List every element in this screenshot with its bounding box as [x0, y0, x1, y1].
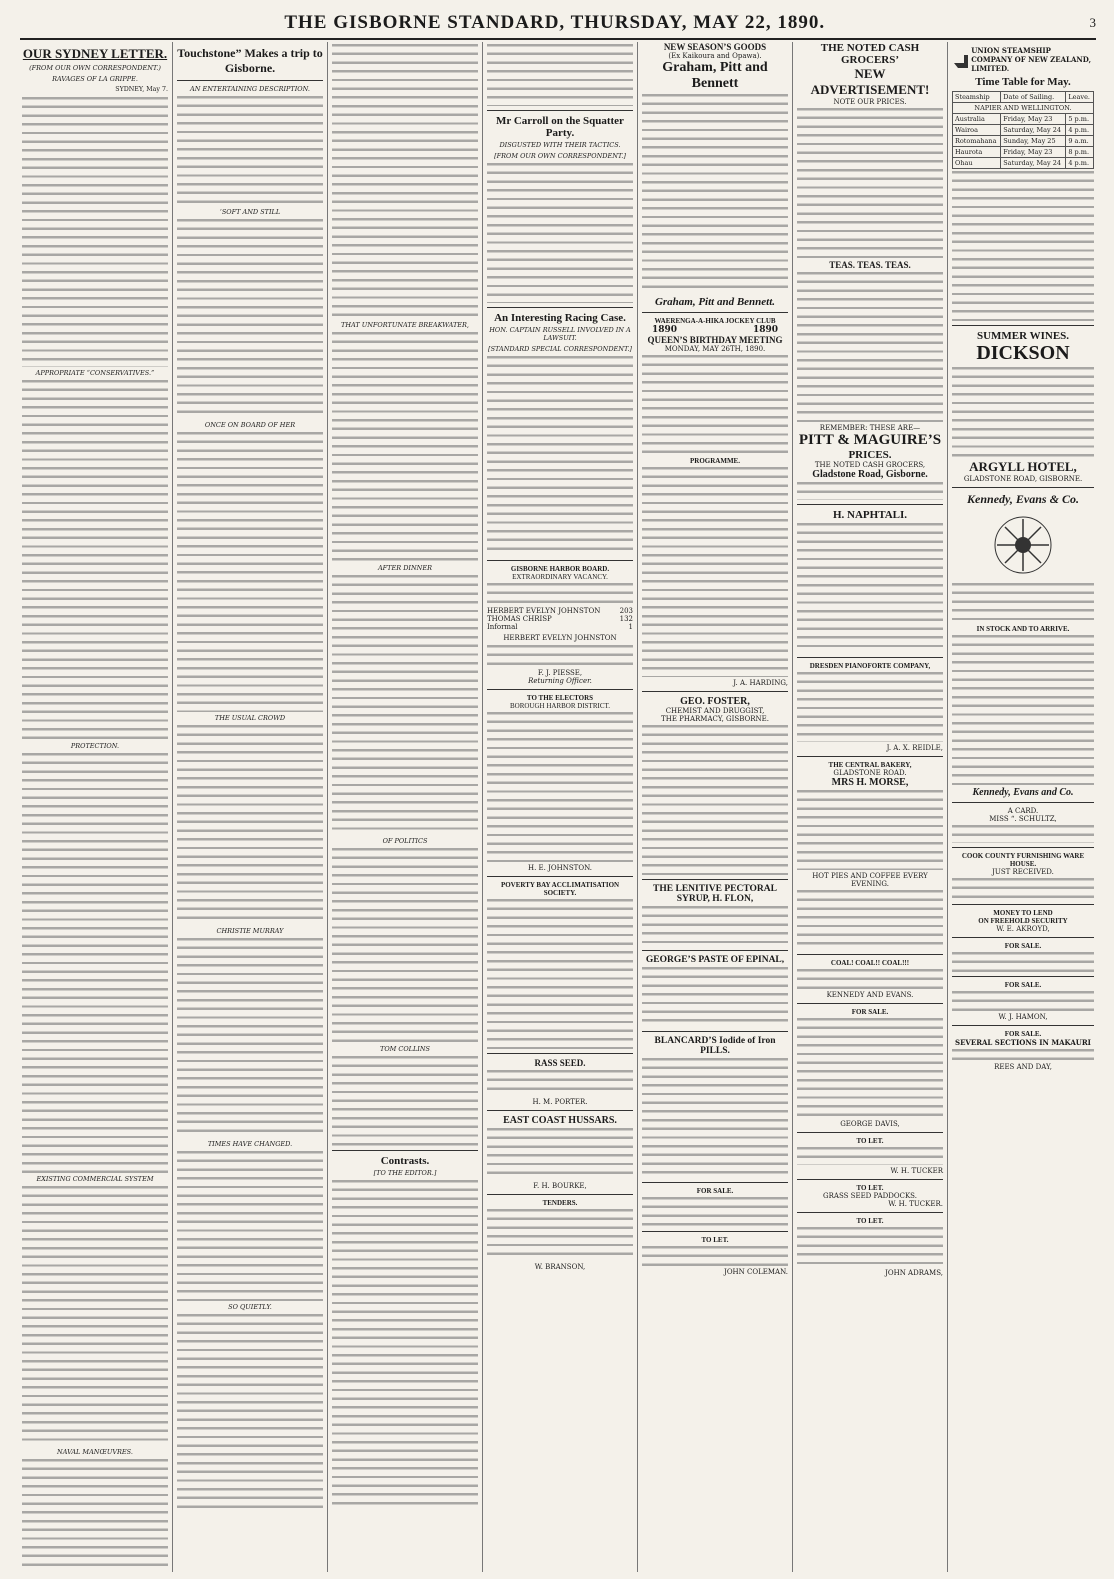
meeting-date: MONDAY, MAY 26TH, 1890. — [664, 345, 766, 353]
let-heading: TO LET. — [856, 1217, 884, 1225]
article-text — [332, 332, 478, 562]
for-sale-heading: FOR SALE. — [696, 1187, 734, 1195]
column-6 — [793, 42, 948, 1572]
table-row: Ohau Saturday, May 24 4 p.m. — [953, 158, 1094, 169]
votes-list — [487, 607, 633, 631]
just-received: JUST RECEIVED. — [992, 868, 1054, 876]
teas-heading: TEAS. TEAS. TEAS. — [829, 260, 911, 270]
programme-heading: PROGRAMME. — [690, 457, 740, 465]
epinal-heading: GEORGE’S PASTE OF EPINAL, — [645, 955, 785, 965]
card-heading: A CARD. — [1007, 807, 1039, 815]
ad-text — [797, 790, 943, 870]
graham-pitt-firm: Graham, Pitt and Bennett — [662, 60, 768, 91]
meeting-title: QUEEN’S BIRTHDAY MEETING — [647, 335, 783, 345]
notice-text — [487, 1128, 633, 1180]
new-season-heading: NEW SEASON’S GOODS — [663, 42, 767, 52]
timetable-heading: Time Table for May. — [975, 76, 1071, 88]
meeting-years: 1890 1890 — [652, 325, 778, 335]
grocers-new-ad: NEW ADVERTISEMENT! — [810, 66, 930, 97]
timber-emblem-icon — [978, 510, 1068, 580]
bakery-pies: HOT PIES AND COFFEE EVERY EVENING. — [812, 872, 928, 888]
article-text — [177, 219, 323, 419]
rees-day: REES AND DAY, — [994, 1063, 1052, 1071]
blancard-heading: BLANCARD’S Iodide of Iron PILLS. — [654, 1036, 776, 1056]
to-editor: [TO THE EDITOR.] — [373, 1169, 437, 1177]
dresden-signature: J. A. X. REIDLE, — [886, 744, 943, 752]
ad-text — [642, 94, 788, 294]
ad-text — [642, 906, 788, 946]
columns — [18, 42, 1098, 1572]
section-heading: PROTECTION. — [70, 741, 120, 750]
article-text — [22, 380, 168, 740]
steamship-icon — [952, 51, 968, 69]
article-text — [22, 97, 168, 367]
section-heading: TIMES HAVE CHANGED. — [207, 1140, 293, 1148]
carroll-sub: DISGUSTED WITH THEIR TACTICS. — [499, 141, 621, 149]
let-heading: TO LET. — [856, 1184, 884, 1192]
section-heading: ‘SOFT AND STILL — [219, 208, 281, 216]
ad-text — [797, 272, 943, 422]
ad-text — [952, 825, 1094, 843]
article-text — [177, 725, 323, 925]
grass-paddocks: GRASS SEED PADDOCKS. — [823, 1192, 917, 1200]
pitt-maguire-sub: THE NOTED CASH GROCERS, — [814, 461, 926, 469]
page-number: 3 — [1089, 15, 1096, 30]
ad-text — [797, 969, 943, 989]
notice-text — [487, 645, 633, 667]
steamship-company: UNION STEAMSHIP COMPANY OF NEW ZEALAND, LIMITED. — [971, 46, 1092, 73]
masthead — [20, 8, 1096, 40]
coal-signature: KENNEDY AND EVANS. — [826, 991, 914, 999]
ad-text — [797, 890, 943, 950]
ad-text — [952, 952, 1094, 972]
ad-text — [642, 1246, 788, 1266]
vote-row: HERBERT EVELYN JOHNSTON 203 — [487, 607, 633, 615]
column-4 — [483, 42, 638, 1572]
returning-officer-role: Returning Officer. — [528, 677, 592, 685]
column-3 — [328, 42, 483, 1572]
bakery-heading: THE CENTRAL BAKERY, — [828, 761, 912, 769]
ad-text — [642, 1197, 788, 1227]
notice-text — [487, 583, 633, 605]
article-text — [332, 848, 478, 1043]
column-7 — [948, 42, 1098, 1572]
ad-text — [642, 355, 788, 455]
article-text — [332, 1180, 478, 1510]
ad-text — [952, 171, 1094, 321]
sale-heading: FOR SALE. — [1004, 1030, 1042, 1038]
to-let-signature: JOHN COLEMAN. — [724, 1268, 788, 1276]
sydney-letter-heading: OUR SYDNEY LETTER. — [22, 46, 168, 61]
ad-text — [797, 1147, 943, 1165]
stock-heading: IN STOCK AND TO ARRIVE. — [976, 625, 1070, 633]
section-heading: RAVAGES OF LA GRIPPE. — [52, 75, 138, 83]
kennedy-heading: Kennedy, Evans & Co. — [967, 492, 1079, 506]
sale-heading: FOR SALE. — [1004, 981, 1042, 989]
section-heading: TOM COLLINS — [379, 1045, 431, 1053]
ad-text — [952, 367, 1094, 457]
grocers-prices: NOTE OUR PRICES. — [833, 98, 907, 106]
dickson-heading: DICKSON — [976, 342, 1070, 364]
bakery-owner: MRS H. MORSE, — [831, 777, 909, 788]
section-heading: AFTER DINNER — [377, 564, 433, 572]
newspaper-title: THE GISBORNE STANDARD, THURSDAY, MAY 22, 1890. — [284, 12, 826, 33]
pitt-maguire-address: Gladstone Road, Gisborne. — [812, 469, 928, 480]
let-signature: W. H. TUCKER. — [888, 1200, 943, 1208]
table-row: Australia Friday, May 23 5 p.m. — [953, 114, 1094, 125]
electors-district: BOROUGH HARBOR DISTRICT. — [509, 702, 611, 710]
vote-row: Informal 1 — [487, 623, 633, 631]
section-heading: APPROPRIATE “CONSERVATIVES.” — [35, 368, 155, 377]
ad-text — [797, 523, 943, 653]
graham-pitt-sign: Graham, Pitt and Bennett. — [654, 296, 776, 308]
racing-sub: HON. CAPTAIN RUSSELL INVOLVED IN A LAWSUIT. — [489, 326, 631, 342]
hussars-signature: F. H. BOURKE, — [533, 1182, 587, 1190]
money-heading: MONEY TO LEND — [993, 909, 1053, 917]
electors-signature: H. E. JOHNSTON. — [528, 864, 592, 872]
bakery-address: GLADSTONE ROAD. — [833, 769, 907, 777]
carroll-heading: Mr Carroll on the Squatter Party. — [496, 115, 624, 139]
column-2 — [173, 42, 328, 1572]
article-text — [22, 1186, 168, 1446]
article-text — [177, 938, 323, 1138]
notice-text — [487, 899, 633, 1049]
article-text — [22, 1459, 168, 1572]
tenders-signature: W. BRANSON, — [534, 1263, 586, 1271]
returning-officer: F. J. PIESSE, — [537, 669, 583, 677]
argyll-address: GLADSTONE ROAD, GISBORNE. — [963, 475, 1083, 483]
furnishing-heading: COOK COUNTY FURNISHING WARE HOUSE. — [961, 852, 1085, 868]
pitt-maguire-prices: PRICES. — [848, 449, 892, 461]
table-row: Haurota Friday, May 23 8 p.m. — [953, 147, 1094, 158]
race-secretary: J. A. HARDING, — [733, 679, 788, 687]
ad-text — [797, 672, 943, 742]
article-text — [332, 1056, 478, 1146]
contrasts-heading: Contrasts. — [380, 1155, 430, 1167]
jockey-club: WAERENGA-A-HIKA JOCKEY CLUB — [654, 317, 776, 325]
touchstone-sub: AN ENTERTAINING DESCRIPTION. — [190, 85, 310, 93]
ad-text — [797, 1018, 943, 1118]
ad-text — [952, 991, 1094, 1011]
freehold-heading: ON FREEHOLD SECURITY — [978, 917, 1068, 925]
route-heading: NAPIER AND WELLINGTON. — [953, 103, 1094, 114]
acclimatisation-heading: POVERTY BAY ACCLIMATISATION SOCIETY. — [500, 881, 620, 897]
article-text — [487, 44, 633, 106]
section-heading: THE USUAL CROWD — [214, 714, 286, 722]
steamship-header — [952, 46, 1094, 73]
article-text — [177, 1314, 323, 1514]
notice-text — [487, 712, 633, 862]
let-signature: JOHN ADRAMS, — [885, 1269, 943, 1277]
article-text — [487, 356, 633, 556]
foster-address: THE PHARMACY, GISBORNE. — [661, 715, 769, 723]
article-text — [332, 44, 478, 319]
electors-heading: TO THE ELECTORS — [526, 694, 594, 702]
remember-line: REMEMBER: THESE ARE— — [819, 424, 921, 432]
racing-heading: An Interesting Racing Case. — [494, 312, 626, 324]
new-season-sub: (Ex Kaikoura and Opawa). — [668, 52, 762, 60]
naphtali-heading: H. NAPHTALI. — [832, 509, 908, 521]
ad-text — [797, 482, 943, 500]
pectoral-heading: THE LENITIVE PECTORAL SYRUP, H. FLON, — [653, 884, 777, 904]
column-5 — [638, 42, 793, 1572]
foster-sub: CHEMIST AND DRUGGIST, — [665, 707, 765, 715]
argyll-hotel: ARGYLL HOTEL, — [969, 459, 1077, 474]
notice-text — [487, 1209, 633, 1261]
ad-text — [642, 725, 788, 875]
ad-text — [642, 1058, 788, 1178]
timetable — [952, 91, 1094, 169]
ad-text — [952, 635, 1094, 785]
grocers-heading: THE NOTED CASH GROCERS’ — [820, 42, 920, 66]
ad-text — [642, 967, 788, 1027]
article-text — [487, 163, 633, 303]
foster-heading: GEO. FOSTER, — [680, 696, 750, 707]
article-text — [177, 432, 323, 712]
sale-heading: FOR SALE. — [1004, 942, 1042, 950]
grass-seed-heading: RASS SEED. — [534, 1058, 586, 1068]
pitt-maguire-heading: PITT & MAGUIRE’S — [798, 432, 942, 448]
touchstone-heading: Touchstone” Makes a trip to Gisborne. — [177, 46, 323, 75]
article-text — [177, 96, 323, 206]
notice-text — [487, 1070, 633, 1096]
section-heading: THAT UNFORTUNATE BREAKWATER, — [341, 321, 469, 329]
summer-wines-heading: SUMMER WINES. — [976, 330, 1070, 342]
ad-text — [797, 108, 943, 258]
vote-row: THOMAS CHRISP 132 — [487, 615, 633, 623]
declared-name: HERBERT EVELYN JOHNSTON — [503, 634, 617, 642]
hamon-name: W. J. HAMON, — [998, 1013, 1048, 1021]
article-text — [177, 1151, 323, 1301]
schultz-name: MISS “. SCHULTZ, — [989, 815, 1057, 823]
racing-source: [STANDARD SPECIAL CORRESPONDENT.] — [488, 345, 632, 353]
to-let-heading: TO LET. — [701, 1236, 729, 1244]
ad-text — [952, 878, 1094, 900]
section-heading: EXISTING COMMERCIAL SYSTEM — [36, 1174, 154, 1183]
table-header: Steamship Date of Sailing. Leave. — [953, 92, 1094, 103]
ad-text — [642, 467, 788, 677]
sale-heading: FOR SALE. — [851, 1008, 889, 1016]
section-heading: SO QUIETLY. — [228, 1303, 272, 1311]
ad-text — [797, 1227, 943, 1267]
section-heading: NAVAL MANŒUVRES. — [57, 1447, 133, 1456]
akroyd-name: W. E. AKROYD, — [996, 925, 1050, 933]
ad-text — [952, 583, 1094, 623]
vacancy-heading: EXTRAORDINARY VACANCY. — [512, 573, 608, 581]
harbor-board-heading: GISBORNE HARBOR BOARD. — [510, 565, 610, 573]
let-signature: W. H. TUCKER — [890, 1167, 943, 1175]
hussars-heading: EAST COAST HUSSARS. — [503, 1115, 617, 1126]
section-heading: ONCE ON BOARD OF HER — [204, 421, 296, 429]
section-heading: OF POLITICS — [382, 837, 428, 845]
table-row: Wairoa Saturday, May 24 4 p.m. — [953, 125, 1094, 136]
dateline: SYDNEY, May 7. — [115, 86, 168, 93]
carroll-source: [FROM OUR OWN CORRESPONDENT.] — [494, 152, 626, 160]
grass-seed-signature: H. M. PORTER. — [532, 1098, 588, 1106]
timber-emblem — [978, 510, 1068, 580]
column-1 — [18, 42, 173, 1572]
section-heading: CHRISTIE MURRAY — [216, 927, 284, 935]
kennedy-footer: Kennedy, Evans and Co. — [972, 787, 1074, 798]
article-text — [332, 575, 478, 835]
ad-text — [952, 1049, 1094, 1061]
article-text — [22, 753, 168, 1173]
coal-heading: COAL! COAL!! COAL!!! — [830, 959, 910, 967]
let-heading: TO LET. — [856, 1137, 884, 1145]
sydney-letter-source: (FROM OUR OWN CORRESPONDENT.) — [29, 64, 161, 72]
makauri-heading: SEVERAL SECTIONS IN MAKAURI — [955, 1038, 1091, 1047]
sale-signature: GEORGE DAVIS, — [840, 1120, 900, 1128]
dresden-heading: DRESDEN PIANOFORTE COMPANY, — [809, 662, 931, 670]
table-row: Rotomahana Sunday, May 25 9 a.m. — [953, 136, 1094, 147]
tenders-heading: TENDERS. — [542, 1199, 578, 1207]
